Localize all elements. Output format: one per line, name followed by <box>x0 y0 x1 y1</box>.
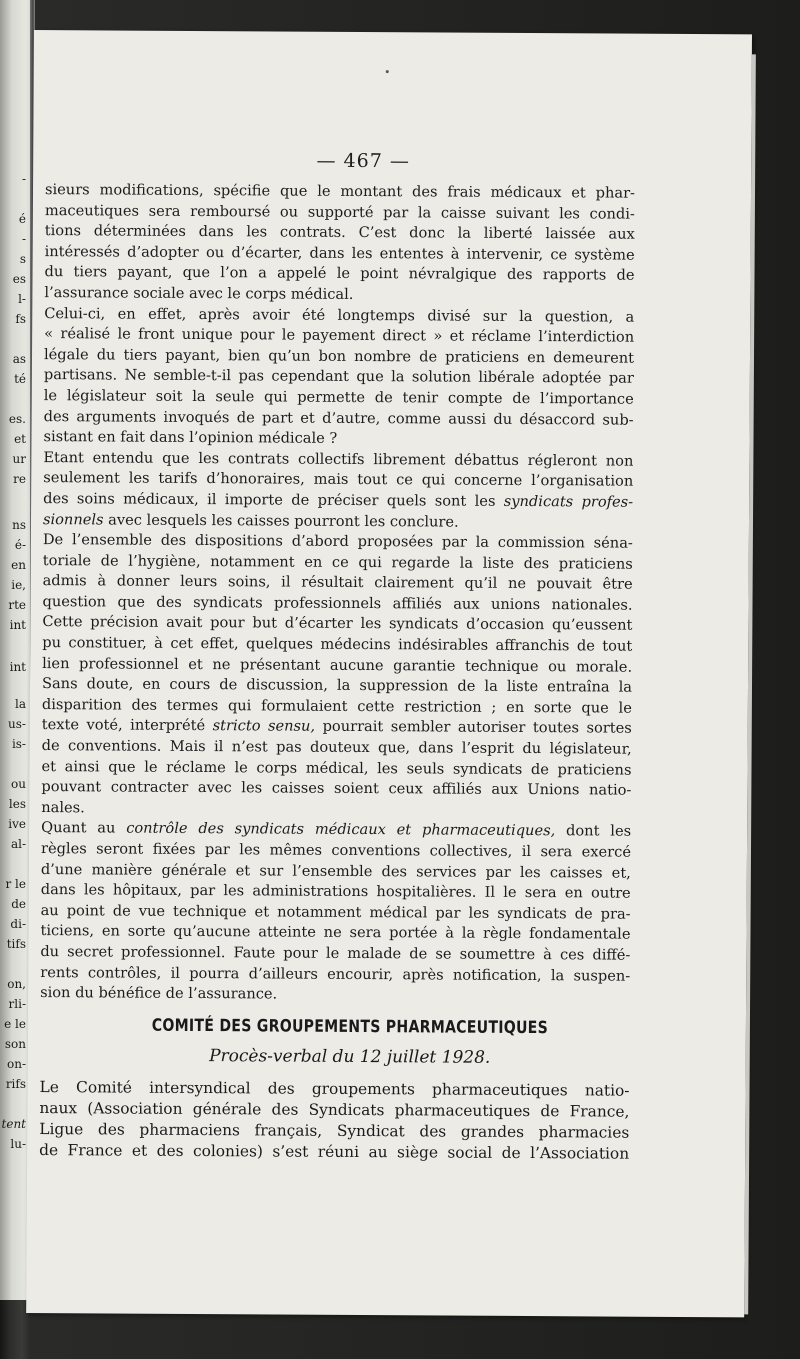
paper-speck <box>386 70 389 73</box>
facing-page-fragment: té <box>14 372 26 386</box>
text-line: lien professionnel et ne présentant aucune garantie technique ou morale. <box>42 654 633 676</box>
text-line: Sans doute, en cours de discussion, la suppression de la liste entraîna la <box>41 675 633 696</box>
facing-page-fragment: re <box>13 472 26 486</box>
text-line: règles seront fixées par les mêmes conventions collectives, il sera exercé <box>40 840 632 861</box>
facing-page-fragment: en <box>11 558 26 572</box>
facing-page-fragment: rifs <box>5 1077 26 1091</box>
facing-page-fragment: is- <box>11 737 26 751</box>
italic-text-run: sionnels <box>42 510 104 528</box>
facing-page-fragment: et <box>14 432 26 446</box>
facing-page-fragment: son <box>4 1037 26 1051</box>
text-line: ticiens, en sorte qu’aucune atteinte ne sera portée à la règle fondamentale <box>40 922 631 944</box>
text-line: le législateur soit la seule qui permette de tenir compte de l’importance <box>43 387 634 408</box>
text-line: des arguments invoqués de part et d’autre, comme aussi du désaccord sub- <box>43 407 634 429</box>
text-line: légale du tiers payant, bien qu’un bon nombre de praticiens en demeurent <box>43 345 635 367</box>
italic-text-run: contrôle des syndicats médicaux et pharmaceutiques, <box>126 819 556 840</box>
facing-page-fragment: ur <box>12 452 26 466</box>
facing-page-fragment: é- <box>14 538 26 552</box>
text-line: dans les hôpitaux, par les administrations hospitalières. Il le sera en outre <box>40 881 631 902</box>
text-line: tions déterminées dans les contrats. C’est donc la liberté laissée aux <box>44 222 635 243</box>
text-line: de conventions. Mais il n’est pas douteux que, dans l’esprit du législateur, <box>41 737 632 758</box>
text-line: sieurs modifications, spécifie que le montant des frais médicaux et phar- <box>44 181 636 202</box>
text-line: sistant en fait dans l’opinion médicale ? <box>43 428 338 447</box>
italic-text-run: syndicats profes- <box>503 492 634 511</box>
section-subheading: Procès-verbal du 12 juillet 1928. <box>209 1046 491 1068</box>
facing-page-fragment: rte <box>8 598 26 612</box>
text-line: sion du bénéfice de l’assurance. <box>40 984 278 1003</box>
page-sheet <box>26 30 752 1317</box>
facing-page-fragment: e le <box>4 1017 26 1031</box>
facing-page-fragment: rli- <box>8 997 26 1011</box>
text-line: « réalisé le front unique pour le payement direct » et réclame l’interdiction <box>44 325 635 346</box>
text-run: avec lesquels les caisses pourront les conclure. <box>103 510 459 531</box>
facing-page-fragment: ive <box>8 817 26 831</box>
text-line: du tiers payant, que l’on a appelé le point névralgique des rapports de <box>44 263 635 285</box>
text-line: Cette précision avait pour but d’écarter les syndicats d’occasion qu’eussent <box>42 613 633 635</box>
text-line <box>43 489 633 513</box>
text-line: nales. <box>41 798 85 817</box>
text-line: maceutiques sera remboursé ou supporté par la caisse suivant les condi- <box>44 201 635 223</box>
facing-page-fragment: ie, <box>11 578 26 592</box>
facing-page-fragment: lu- <box>10 1137 26 1151</box>
text-line: Le Comité intersyndical des groupements pharmaceutiques natio- <box>39 1078 630 1100</box>
facing-page-fragment: es. <box>8 412 26 426</box>
facing-page-fragment: é <box>18 212 26 226</box>
facing-page-fragment: as <box>12 352 26 366</box>
facing-page-fragment: es <box>12 272 26 286</box>
text-line: De l’ensemble des dispositions d’abord proposées par la commission séna- <box>42 531 633 552</box>
text-line: naux (Association générale des Syndicats pharmaceutiques de France, <box>39 1099 630 1121</box>
facing-page-fragment: r le <box>5 877 26 891</box>
facing-page-fragment: s <box>19 252 26 266</box>
facing-page-fragment: al- <box>10 837 26 851</box>
facing-page-fragment: les <box>8 797 26 811</box>
text-line: admis à donner leurs soins, il résultait clairement qu’il ne pouvait être <box>42 572 633 593</box>
facing-page-fragment: ou <box>11 777 26 791</box>
text-line: et ainsi que le réclame le corps médical, les seuls syndicats de praticiens <box>41 757 632 779</box>
text-run: Quant au <box>41 819 127 837</box>
text-line: question que des syndicats professionnels affiliés aux unions nationales. <box>42 592 633 614</box>
text-line: intéressés d’adopter ou d’écarter, dans les ententes à intervenir, ce système <box>44 242 635 264</box>
text-line: Ligue des pharmaciens français, Syndicat des grandes pharmacies <box>39 1120 630 1142</box>
facing-page-fragment: int <box>9 660 26 674</box>
facing-page-fragment: fs <box>15 312 26 326</box>
facing-page-fragment: de <box>11 897 26 911</box>
text-line: de France et des colonies) s’est réuni au siège social de l’Association <box>39 1141 630 1163</box>
facing-page-fragment: tent <box>1 1117 26 1131</box>
facing-page-fragment: - <box>21 232 26 246</box>
section-heading: COMITÉ DES GROUPEMENTS PHARMACEUTIQUES <box>151 1015 549 1039</box>
text-line: d’une manière générale et sur l’ensemble des services par les caisses et, <box>40 860 631 882</box>
text-line: l’assurance sociale avec le corps médical. <box>44 284 354 303</box>
text-line: partisans. Ne semble-t-il pas cependant que la solution libérale adoptée par <box>43 366 634 388</box>
text-line: Etant entendu que les contrats collectifs librement débattus régleront non <box>43 448 634 470</box>
page-number: — 467 — <box>316 149 410 173</box>
facing-page-fragment: on, <box>7 977 26 991</box>
text-run: pourrait sembler autoriser toutes sortes <box>315 718 632 738</box>
text-line: seulement les tarifs d’honoraires, mais tout ce qui concerne l’organisation <box>43 469 634 490</box>
text-line: du secret professionnel. Faute pour le malade de se soumettre à ces diffé- <box>40 943 631 964</box>
text-line: rents contrôles, il pourra d’ailleurs encourir, après notification, la suspen- <box>40 963 631 985</box>
facing-page-fragment: on- <box>6 1057 26 1071</box>
facing-page-fragment: l- <box>18 292 26 306</box>
text-run: des soins médicaux, il importe de préciser quels sont les <box>43 489 504 510</box>
italic-text-run: stricto sensu, <box>212 717 316 736</box>
text-line: pouvant contracter avec les caisses soient ceux affiliés aux Unions natio- <box>41 778 632 799</box>
facing-page-fragment: di- <box>10 917 26 931</box>
main-body-text <box>40 180 635 1007</box>
text-line: pu constituer, à cet effet, quelques médecins indésirables affranchis de tout <box>42 634 633 655</box>
text-line: Celui-ci, en effet, après avoir été longtemps divisé sur la question, a <box>44 304 635 326</box>
section-body-text <box>39 1077 630 1165</box>
facing-page-fragment: us- <box>8 717 26 731</box>
text-run: dont les <box>555 822 632 841</box>
facing-page-fragment: int <box>9 618 26 632</box>
facing-page-fragment: tifs <box>6 937 26 951</box>
facing-page-fragment: - <box>21 172 26 186</box>
text-line: au point de vue technique et notamment médical par les syndicats de pra- <box>40 901 631 923</box>
page-edge <box>744 54 756 1314</box>
facing-page-fragment: la <box>15 697 26 711</box>
text-run: texte voté, interprété <box>41 716 213 735</box>
text-line: disparition des termes qui formulaient cette restriction ; en sorte que le <box>41 695 632 717</box>
text-line: toriale de l’hygiène, notamment en ce qui regarde la liste des praticiens <box>42 551 633 573</box>
facing-page-fragment: ns <box>12 518 26 532</box>
